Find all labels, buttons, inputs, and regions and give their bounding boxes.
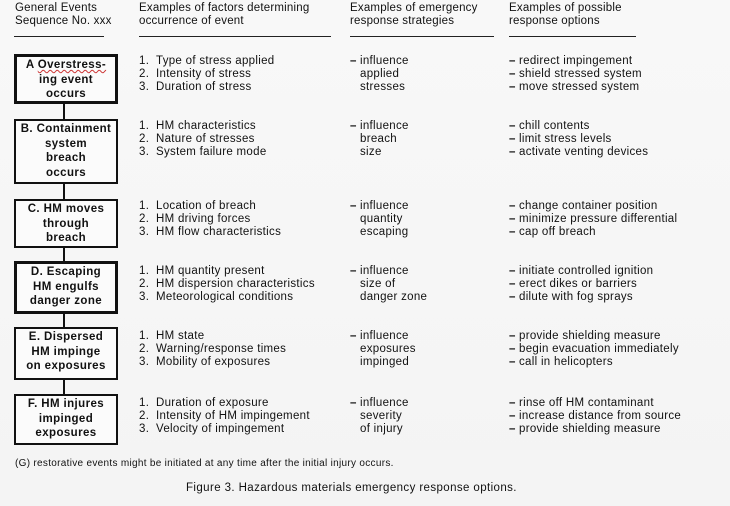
event-d-line-1: D. Escaping: [30, 266, 102, 278]
event-box-a: [14, 54, 118, 104]
factor-item: 1. Duration of exposure: [139, 397, 269, 409]
option-item: – initiate controlled ignition: [509, 265, 654, 277]
factor-item: 1. HM quantity present: [139, 265, 265, 277]
event-c-line-3: breach: [45, 232, 87, 244]
option-item: – activate venting devices: [509, 146, 649, 158]
event-f-line-3: exposures: [35, 427, 97, 439]
option-item: – chill contents: [509, 120, 590, 132]
option-item: – begin evacuation immediately: [509, 343, 679, 355]
event-b-line-2: system: [44, 137, 88, 150]
factor-item: 3. System failure mode: [139, 146, 267, 158]
factor-item: 1. HM characteristics: [139, 120, 256, 132]
strategy-group-b: [350, 120, 409, 159]
event-e-line-3: on exposures: [26, 360, 106, 372]
column-header-factors: Examples of factors determining occurrence of event: [139, 2, 310, 27]
strategy-group-c: [350, 200, 409, 239]
column-header-events: General Events Sequence No. xxx: [15, 2, 112, 27]
event-d-line-2: HM engulfs: [33, 280, 99, 293]
factor-item: 3. Mobility of exposures: [139, 356, 271, 368]
event-b-line-1: B. Containment: [20, 123, 112, 135]
factor-item: 1. HM state: [139, 330, 205, 342]
strategy-line: – influence: [350, 330, 409, 342]
event-c-line-2: through: [42, 217, 90, 230]
event-e-line-1: E. Dispersed: [28, 331, 104, 343]
factor-item: 2. HM dispersion characteristics: [139, 278, 315, 290]
strategy-line: size: [360, 146, 382, 158]
factor-item: 2. Warning/response times: [139, 343, 287, 355]
event-f-line-2: impinged: [38, 412, 94, 425]
event-f-line-1: F. HM injures: [27, 398, 105, 410]
connector-a-b: [63, 103, 65, 119]
options-group-f: [509, 397, 681, 436]
event-b-line-4: occurs: [45, 166, 87, 179]
event-a-line-1: A Overstress-: [25, 59, 107, 71]
event-e-line-2: HM impinge: [31, 345, 101, 358]
factor-item: 2. Nature of stresses: [139, 133, 255, 145]
strategy-group-a: [350, 55, 409, 94]
strategy-line: quantity: [360, 213, 403, 225]
connector-c-d: [63, 247, 65, 261]
strategy-line: danger zone: [360, 291, 428, 303]
event-box-f: [14, 394, 118, 445]
options-group-c: [509, 200, 677, 239]
option-item: – erect dikes or barriers: [509, 278, 638, 290]
strategy-group-e: [350, 330, 416, 369]
strategy-line: size of: [360, 278, 396, 290]
factors-group-d: [139, 265, 315, 304]
option-item: – minimize pressure differential: [509, 213, 678, 225]
factor-item: 1. Location of breach: [139, 200, 257, 212]
header-rule-options: [509, 36, 636, 37]
strategy-group-d: [350, 265, 427, 304]
footnote: (G) restorative events might be initiated at any time after the initial injury occurs.: [15, 458, 394, 469]
option-item: – change container position: [509, 200, 658, 212]
factors-group-e: [139, 330, 286, 369]
column-header-options: Examples of possible response options: [509, 2, 622, 27]
factor-item: 2. Intensity of stress: [139, 68, 252, 80]
option-item: – rinse off HM contaminant: [509, 397, 654, 409]
header-rule-strategies: [350, 36, 494, 37]
strategy-line: severity: [360, 410, 403, 422]
option-item: – increase distance from source: [509, 410, 682, 422]
connector-e-f: [63, 379, 65, 394]
header-rule-events: [14, 36, 104, 37]
strategy-line: exposures: [360, 343, 416, 355]
strategy-line: – influence: [350, 120, 409, 132]
connector-b-c: [63, 183, 65, 199]
strategy-line: – influence: [350, 200, 409, 212]
factor-item: 3. Meteorological conditions: [139, 291, 294, 303]
factors-group-a: [139, 55, 274, 94]
option-item: – call in helicopters: [509, 356, 613, 368]
strategy-line: – influence: [350, 55, 409, 67]
connector-d-e: [63, 313, 65, 327]
options-group-e: [509, 330, 679, 369]
option-item: – provide shielding measure: [509, 423, 661, 435]
option-item: – cap off breach: [509, 226, 596, 238]
event-a-line-2: ing event: [38, 73, 94, 86]
event-b-line-3: breach: [45, 152, 87, 164]
option-item: – provide shielding measure: [509, 330, 661, 342]
option-item: – move stressed system: [509, 81, 640, 93]
factor-item: 2. HM driving forces: [139, 213, 251, 225]
strategy-line: of injury: [360, 423, 403, 435]
factor-item: 3. HM flow characteristics: [139, 226, 282, 238]
factor-item: 1. Type of stress applied: [139, 55, 275, 67]
factors-group-f: [139, 397, 310, 436]
header-rule-factors: [139, 36, 331, 37]
event-d-line-3: danger zone: [29, 295, 103, 307]
factor-item: 3. Duration of stress: [139, 81, 252, 93]
event-box-d: [14, 261, 118, 314]
strategy-line: – influence: [350, 397, 409, 409]
strategy-line: breach: [360, 133, 397, 145]
strategy-line: applied: [360, 68, 400, 80]
figure-caption: Figure 3. Hazardous materials emergency response options.: [186, 482, 517, 494]
factor-item: 3. Velocity of impingement: [139, 423, 285, 435]
event-box-e: [14, 327, 118, 380]
factors-group-b: [139, 120, 267, 159]
strategy-line: – influence: [350, 265, 409, 277]
event-c-line-1: C. HM moves: [27, 203, 105, 215]
event-box-b: [14, 119, 118, 184]
option-item: – limit stress levels: [509, 133, 612, 145]
option-item: – dilute with fog sprays: [509, 291, 633, 303]
column-header-strategies: Examples of emergency response strategies: [350, 2, 478, 27]
strategy-line: stresses: [360, 81, 406, 93]
options-group-d: [509, 265, 653, 304]
factors-group-c: [139, 200, 281, 239]
event-box-c: [14, 199, 118, 248]
options-group-b: [509, 120, 648, 159]
strategy-line: impinged: [360, 356, 410, 368]
option-item: – shield stressed system: [509, 68, 642, 80]
event-a-line-3: occurs: [45, 88, 87, 100]
factor-item: 2. Intensity of HM impingement: [139, 410, 310, 422]
options-group-a: [509, 55, 642, 94]
option-item: – redirect impingement: [509, 55, 633, 67]
strategy-group-f: [350, 397, 409, 436]
strategy-line: escaping: [360, 226, 409, 238]
